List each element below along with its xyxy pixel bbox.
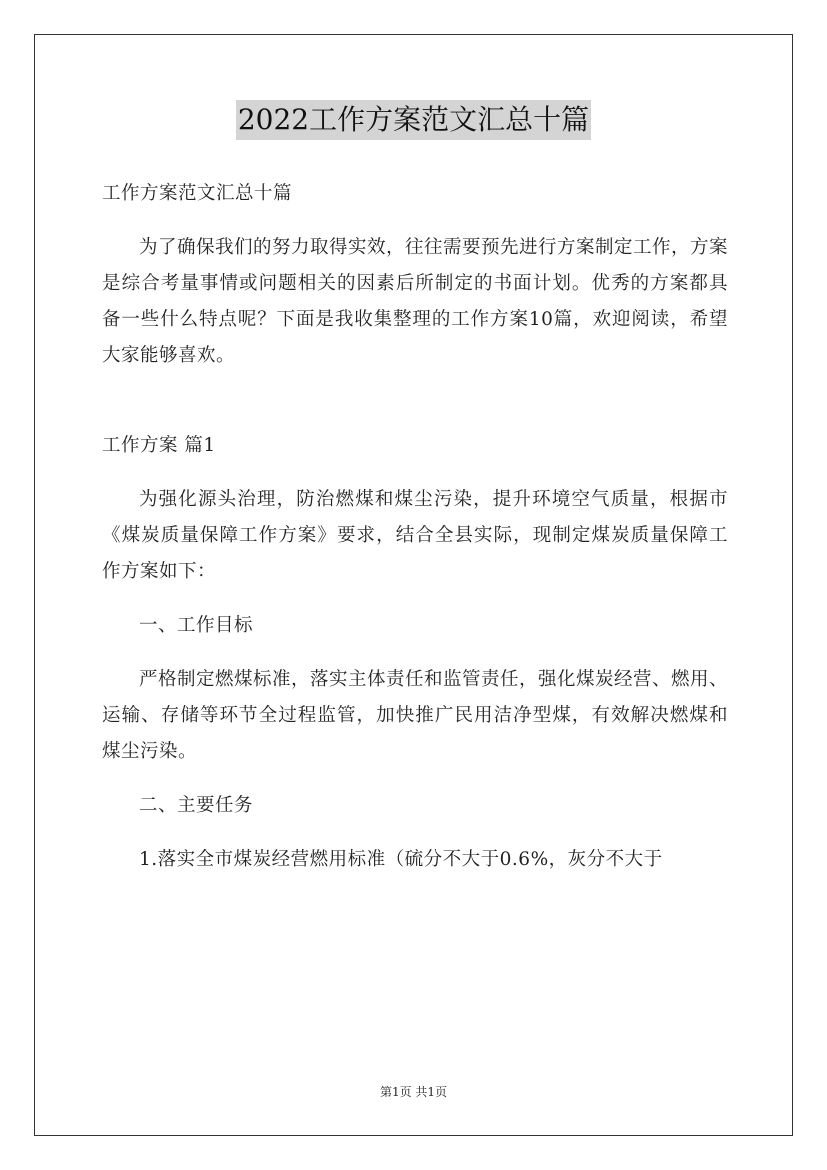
section-heading: 工作方案 篇1 <box>102 435 216 456</box>
goal-heading: 一、工作目标 <box>139 615 254 636</box>
title-container <box>0 100 827 140</box>
document-title: 2022工作方案范文汇总十篇 <box>236 100 591 140</box>
task-item: 1.落实全市煤炭经营燃用标准（硫分不大于0.6%，灰分不大于 <box>139 849 663 870</box>
intro-paragraph: 为了确保我们的努力取得实效，往往需要预先进行方案制定工作，方案是综合考量事情或问题相关的因素后所制定的书面计划。优秀的方案都具备一些什么特点呢？下面是我收集整理的工作方案10篇，欢迎阅读，希望大家能够喜欢。 <box>102 237 729 366</box>
document-subtitle: 工作方案范文汇总十篇 <box>102 183 293 204</box>
section-paragraph: 为强化源头治理，防治燃煤和煤尘污染，提升环境空气质量，根据市《煤炭质量保障工作方案》要求，结合全县实际，现制定煤炭质量保障工作方案如下： <box>102 489 728 582</box>
goal-paragraph: 严格制定燃煤标准，落实主体责任和监管责任，强化煤炭经营、燃用、运输、存储等环节全过程监管，加快推广民用洁净型煤，有效解决燃煤和煤尘污染。 <box>102 669 729 762</box>
document-body <box>102 176 728 878</box>
task-heading: 二、主要任务 <box>139 795 254 816</box>
page-footer: 第1页 共1页 <box>379 1085 448 1099</box>
